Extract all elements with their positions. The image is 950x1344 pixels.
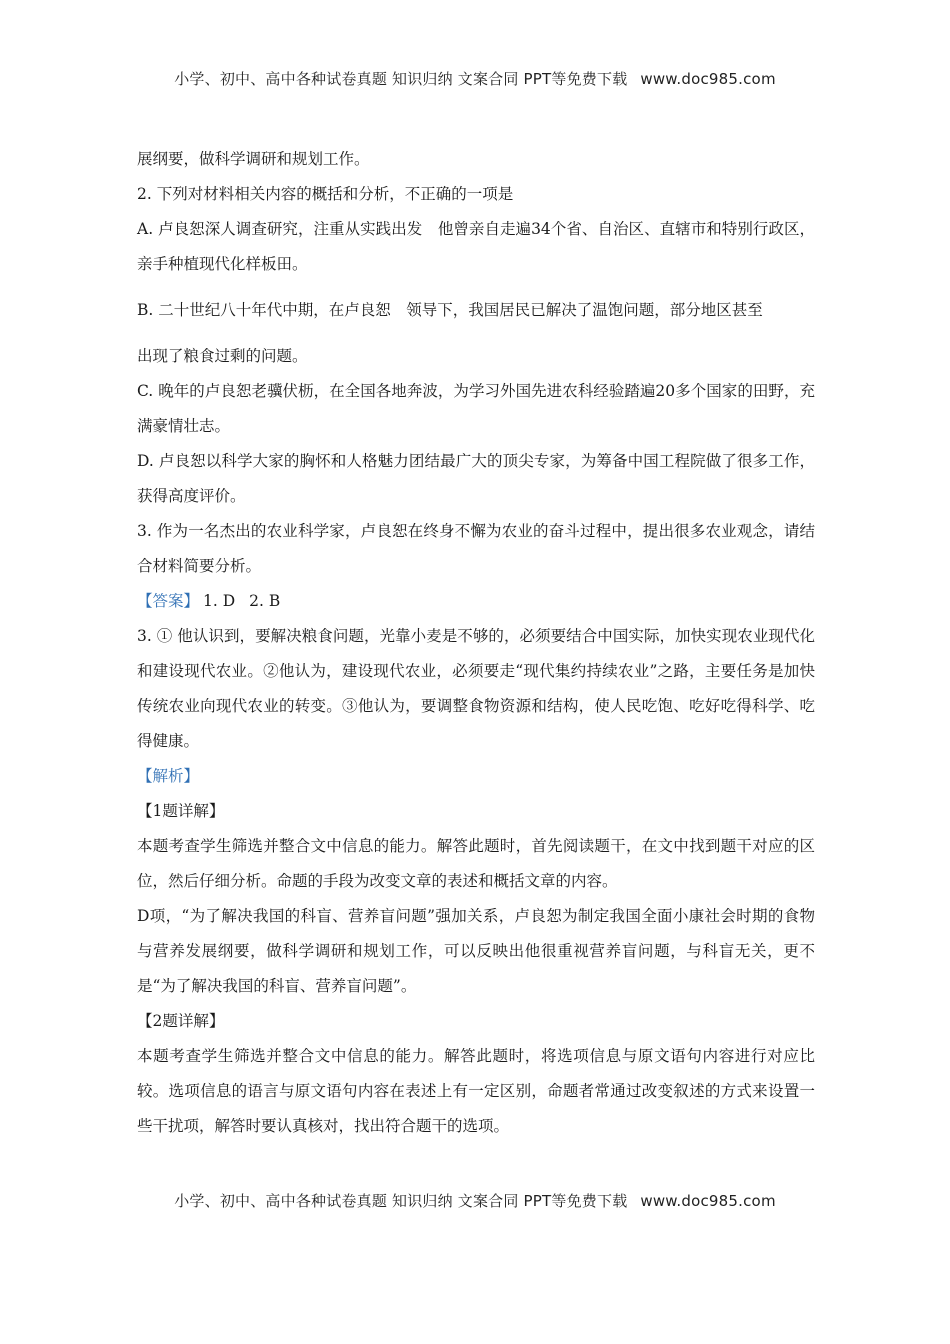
footer-url[interactable]: www.doc985.com [640,1192,776,1210]
answer-tag: 【答案】 [137,592,200,610]
answer-1: 1. D [203,592,236,610]
analysis-tag: 【解析】 [137,767,200,785]
detail-2-title: 【2题详解】 [137,1012,225,1030]
question-2-option-b-line2: 出现了粮食过剩的问题。 [137,347,308,365]
document-body [137,142,815,1144]
detail-1-paragraph-2: D项，“为了解决我国的科盲、营养盲问题”强加关系，卢良恕为制定我国全面小康社会时期的食物与营养发展纲要，做科学调研和规划工作，可以反映出他很重视营养盲问题，与科盲无关，更不是“为了解决我国的科盲、营养盲问题”。 [137,907,815,995]
question-2-option-a: A. 卢良恕深人调查研究，注重从实践出发 他曾亲自走遍34个省、自治区、直辖市和特别行政区，亲手种植现代化样板田。 [137,220,815,273]
paragraph-continuation: 展纲要，做科学调研和规划工作。 [137,150,370,168]
detail-1-title: 【1题详解】 [137,802,225,820]
page-header [0,68,950,89]
question-2-option-d: D. 卢良恕以科学大家的胸怀和人格魅力团结最广大的顶尖专家，为筹备中国工程院做了很多工作，获得高度评价。 [137,452,815,505]
answer-3: 3. ① 他认识到，要解决粮食问题，光靠小麦是不够的，必须要结合中国实际，加快实现农业现代化和建设现代农业。②他认为，建设现代农业，必须要走“现代集约持续农业”之路，主要任务是加快传统农业向现代农业的转变。③他认为，要调整食物资源和结构，使人民吃饱、吃好吃得科学、吃得健康。 [137,627,815,750]
footer-text: 小学、初中、高中各种试卷真题 知识归纳 文案合同 PPT等免费下载 [174,1192,628,1210]
detail-1-paragraph-1: 本题考查学生筛选并整合文中信息的能力。解答此题时，首先阅读题干，在文中找到题干对应的区位，然后仔细分析。命题的手段为改变文章的表述和概括文章的内容。 [137,837,815,890]
header-url[interactable]: www.doc985.com [640,70,776,88]
answer-2: 2. B [249,592,281,610]
header-text: 小学、初中、高中各种试卷真题 知识归纳 文案合同 PPT等免费下载 [174,70,628,88]
question-3-stem: 3. 作为一名杰出的农业科学家，卢良恕在终身不懈为农业的奋斗过程中，提出很多农业观念，请结合材料简要分析。 [137,522,815,575]
question-2-stem: 2. 下列对材料相关内容的概括和分析，不正确的一项是 [137,185,514,203]
question-2-option-b-line1: B. 二十世纪八十年代中期，在卢良恕 领导下，我国居民已解决了温饱问题，部分地区甚至 [137,301,763,319]
page-footer [0,1190,950,1211]
detail-2-paragraph-1: 本题考查学生筛选并整合文中信息的能力。解答此题时，将选项信息与原文语句内容进行对应比较。选项信息的语言与原文语句内容在表述上有一定区别，命题者常通过改变叙述的方式来设置一些干扰项，解答时要认真核对，找出符合题干的选项。 [137,1047,815,1135]
question-2-option-c: C. 晚年的卢良恕老骥伏枥，在全国各地奔波，为学习外国先进农科经验踏遍20多个国家的田野，充满豪情壮志。 [137,382,815,435]
answer-row [137,584,815,619]
